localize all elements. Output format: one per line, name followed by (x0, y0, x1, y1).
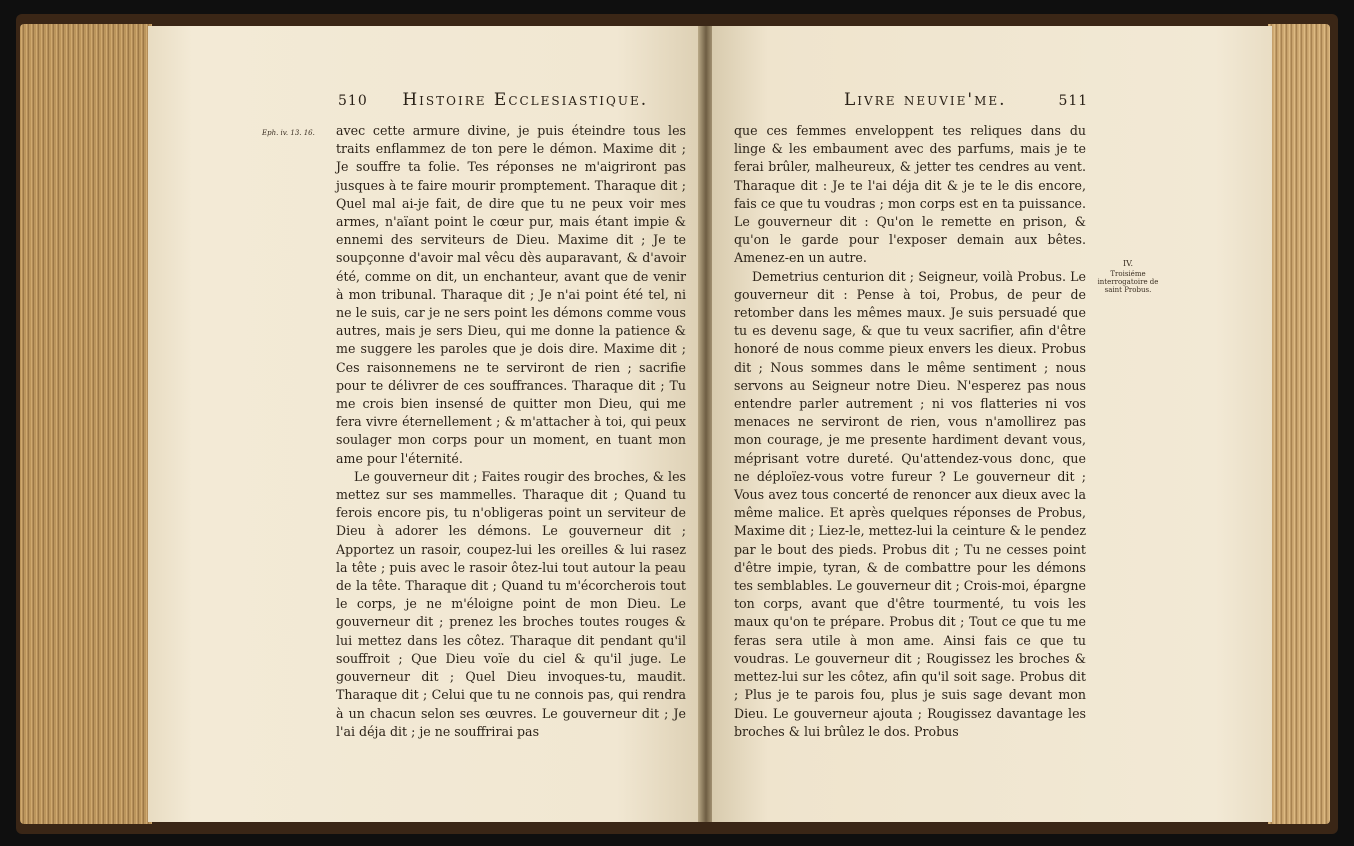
left-page-text (336, 122, 686, 741)
left-page-edges (20, 24, 152, 824)
right-paragraph-2: Demetrius centurion dit ; Seigneur, voilà Probus. Le gouverneur dit : Pense à toi, Probus, de peur de retomber dans les mêmes maux. Je suis persuadé que tu es devenu sage, & que tu veux sacrifier, afin d'être honoré de nous comme pieux envers les dieux. Probus dit ; Nous sommes dans le même sentiment ; nous servons au Seigneur notre Dieu. N'esperez pas nous entendre parler autrement ; ni vos flatteries ni vos menaces ne serviront de rien, vous n'amollirez pas mon courage, je me presente hardiment devant vous, méprisant votre dureté. Qu'attendez-vous donc, que ne déploïez-vous votre fureur ? Le gouverneur dit ; Vous avez tous concerté de renoncer aux dieux avec la même malice. Et après quelques réponses de Probus, Maxime dit ; Liez-le, mettez-lui la ceinture & le pendez par le bout des pieds. Probus dit ; Tu ne cesses point d'être impie, tyran, & de combattre pour les démons tes semblables. Le gouverneur dit ; Crois-moi, épargne ton corps, avant que d'être tourmenté, tu vois les maux qu'on te prépare. Probus dit ; Tout ce que tu me feras sera utile à mon ame. Ainsi fais ce que tu voudras. Le gouverneur dit ; Rougissez les broches & mettez-lui sur les côtez, afin qu'il soit sage. Probus dit ; Plus je te parois fou, plus je suis sage devant mon Dieu. Le gouverneur ajouta ; Rougissez davantage les broches & lui brûlez le dos. Probus (734, 268, 1086, 739)
right-page-number: 511 (1058, 93, 1089, 109)
left-page-number: 510 (338, 93, 368, 109)
right-running-title: Livre neuvie'me. (844, 90, 1007, 110)
right-margin-number: IV. (1122, 259, 1134, 268)
right-page-text (734, 122, 1086, 741)
right-page (712, 26, 1272, 822)
left-page-header (338, 90, 648, 110)
left-running-title: Histoire Ecclesiastique. (402, 90, 649, 110)
right-page-header (844, 90, 1088, 110)
left-page (148, 26, 700, 822)
right-margin-note (1092, 260, 1164, 294)
right-paragraph-1: que ces femmes enveloppent tes reliques dans du linge & les embaument avec des parfums, mais je te ferai brûler, malheureux, & jetter tes cendres au vent. Tharaque dit : Je te l'ai déja dit & je te le dis encore, fais ce que tu voudras ; mon corps est en ta puissance. Le gouverneur dit : Qu'on le remette en prison, & qu'on le garde pour l'exposer demain aux bêtes. Amenez-en un autre. (734, 123, 1086, 266)
right-page-edges (1268, 24, 1330, 824)
left-paragraph-1: avec cette armure divine, je puis éteindre tous les traits enflammez de ton pere le démon. Maxime dit ; Je souffre ta folie. Tes réponses ne m'aigriront pas jusques à te faire mourir promptement. Tharaque dit ; Quel mal ai-je fait, de dire que tu ne peux voir mes armes, n'aïant point le cœur pur, mais étant impie & ennemi des serviteurs de Dieu. Maxime dit ; Je te soupçonne d'avoir mal vêcu dès auparavant, & d'avoir été, comme on dit, un enchanteur, avant que de venir à mon tribunal. Tharaque dit ; Je n'ai point été tel, ni ne le suis, car je ne sers point les démons comme vous autres, mais je sers Dieu, qui me donne la patience & me suggere les paroles que je dois dire. Maxime dit ; Ces raisonnemens ne te serviront de rien ; sacrifie pour te délivrer de ces souffrances. Tharaque dit ; Tu me crois bien insensé de quitter mon Dieu, qui me fera vivre éternellement ; & m'attacher à toi, qui peux soulager mon corps pour un moment, en tuant mon ame pour l'éternité. (336, 123, 686, 466)
left-paragraph-2: Le gouverneur dit ; Faites rougir des broches, & les mettez sur ses mammelles. Tharaque dit ; Quand tu ferois encore pis, tu n'obligeras point un serviteur de Dieu à adorer les démons. Le gouverneur dit ; Apportez un rasoir, coupez-lui les oreilles & lui rasez la tête ; puis avec le rasoir ôtez-lui tout autour la peau de la tête. Tharaque dit ; Quand tu m'écorcherois tout le corps, je ne m'éloigne point de mon Dieu. Le gouverneur dit ; prenez les broches toutes rouges & lui mettez dans les côtez. Tharaque dit pendant qu'il souffroit ; Que Dieu voïe du ciel & qu'il juge. Le gouverneur dit ; Quel Dieu invoques-tu, maudit. Tharaque dit ; Celui que tu ne connois pas, qui rendra à un chacun selon ses œuvres. Le gouverneur dit ; Je l'ai déja dit ; je ne souffrirai pas (336, 468, 686, 739)
right-margin-text: Troisiéme interrogatoire de saint Probus. (1097, 270, 1159, 294)
left-margin-note: Eph. iv. 13. 16. (262, 129, 315, 137)
